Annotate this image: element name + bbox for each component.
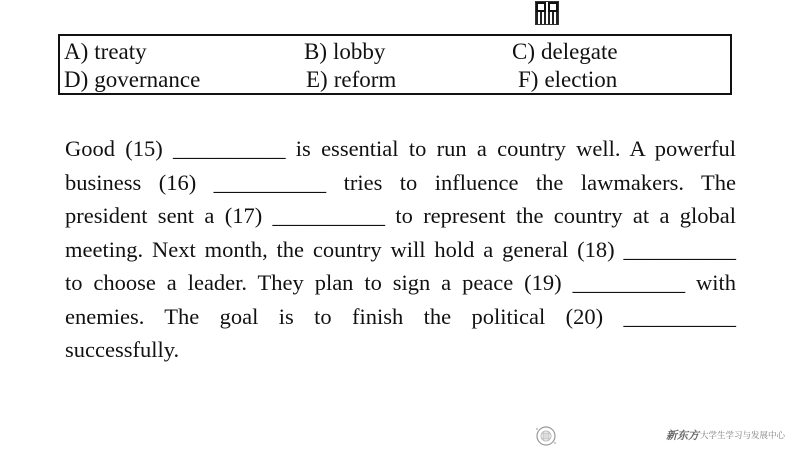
passage-line: meeting. Next month, the country will hold a general (18) __________ [65, 236, 736, 262]
brand-logo: 新东方 [666, 430, 699, 442]
passage-line: successfully. [65, 337, 180, 362]
word-bank [58, 34, 732, 95]
passage-line: enemies. The goal is to finish the political (20) __________ [65, 303, 736, 329]
stamp-icon [533, 425, 559, 447]
passage-line: to choose a leader. They plan to sign a peace (19) __________ with [65, 270, 736, 295]
footer-caption: 大学生学习与发展中心 [700, 431, 786, 441]
option-d: D) governance [64, 67, 201, 92]
option-b: B) lobby [304, 39, 386, 64]
passage-line: business (16) __________ tries to influence the lawmakers. The [65, 169, 736, 195]
cloze-passage [65, 132, 736, 367]
passage-line: president sent a (17) __________ to represent the country at a global [65, 203, 736, 228]
qr-code-icon [536, 2, 558, 24]
passage-line: Good (15) __________ is essential to run a country well. A powerful [65, 136, 736, 161]
option-f: F) election [518, 67, 618, 92]
option-c: C) delegate [512, 39, 618, 64]
option-a: A) treaty [64, 39, 147, 64]
option-e: E) reform [306, 67, 397, 92]
